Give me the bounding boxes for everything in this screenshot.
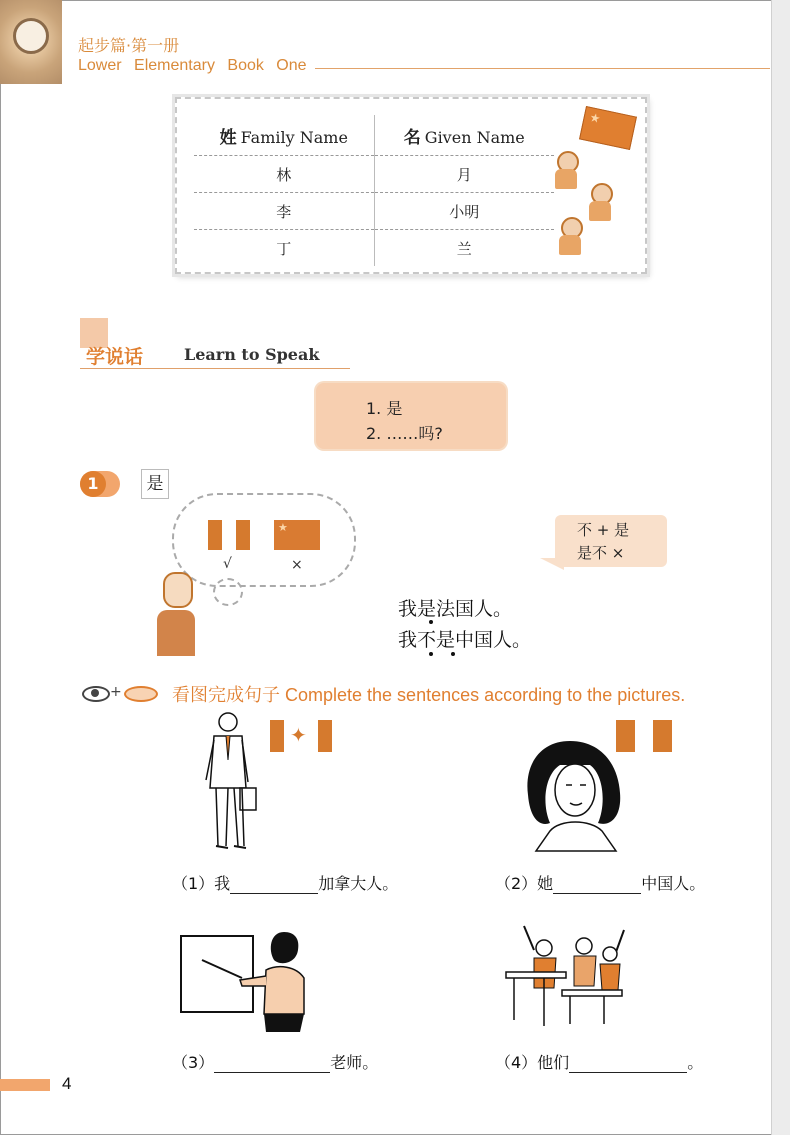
emphasis-dot [451, 652, 455, 656]
key-points-box [316, 383, 506, 449]
exercise-title: 看图完成句子 Complete the sentences according to the pictures. [172, 685, 686, 705]
answer-blank[interactable] [230, 877, 318, 894]
example-sentence: 我是法国人。 [398, 598, 513, 620]
answer-blank[interactable] [214, 1056, 330, 1073]
plus-icon: + [110, 684, 122, 700]
corner-clock-photo [0, 0, 62, 84]
family-cell: 李 [194, 193, 374, 230]
family-name-header: 姓 Family Name [194, 115, 374, 156]
france-flag-icon [208, 520, 250, 550]
page-number-tab [0, 1079, 50, 1091]
woman-illustration [520, 735, 630, 853]
section-title-en: Learn to Speak [184, 345, 320, 364]
check-mark: √ [223, 556, 232, 572]
key-point: 2. ……吗? [366, 424, 443, 443]
rule-box-tail [540, 558, 564, 570]
canada-flag-icon [270, 720, 332, 752]
thought-bubble [172, 493, 356, 587]
header-rule [315, 68, 770, 69]
exercise-sentence-4: （4）他们 。 [495, 1053, 704, 1072]
exercise-sentence-1: （1）我 加拿大人。 [172, 874, 399, 893]
france-flag-icon [616, 720, 672, 752]
key-point: 1. 是 [366, 399, 403, 418]
name-table-card [175, 97, 647, 274]
students-illustration [504, 920, 634, 1030]
emphasis-dot [429, 652, 433, 656]
family-cell: 丁 [194, 230, 374, 267]
section-title-cn: 学说话 [86, 346, 144, 368]
answer-blank[interactable] [553, 877, 641, 894]
series-title-cn: 起步篇·第一册 [78, 36, 180, 55]
family-cell: 林 [194, 156, 374, 193]
man-figure-icon [157, 572, 197, 656]
eye-icon [82, 686, 110, 702]
china-flag-icon [274, 520, 320, 550]
exercise-sentence-2: （2）她 中国人。 [495, 874, 706, 893]
given-cell: 小明 [374, 193, 554, 230]
given-cell: 月 [374, 156, 554, 193]
table-row [194, 193, 554, 230]
mouth-icon [124, 686, 158, 702]
teacher-illustration [200, 928, 315, 1034]
grammar-rule-box [555, 515, 667, 567]
point-number-badge: 1 [80, 471, 120, 497]
businessman-illustration [200, 710, 260, 852]
example-sentence: 我不是中国人。 [398, 629, 532, 651]
series-title-en: Lower Elementary Book One [78, 57, 307, 74]
rule-line: 不 + 是 [577, 521, 630, 539]
exercise-sentence-3: （3） 老师。 [172, 1053, 379, 1072]
given-cell: 兰 [374, 230, 554, 267]
boy-figure-icon [587, 183, 613, 221]
page-number: 4 [62, 1074, 72, 1093]
given-name-header: 名 Given Name [403, 127, 525, 148]
girl-figure-icon [553, 151, 579, 189]
point-word: 是 [141, 469, 169, 499]
emphasis-dot [429, 620, 433, 624]
answer-blank[interactable] [569, 1056, 687, 1073]
maple-leaf-icon: ✦ [290, 723, 307, 747]
table-row [194, 230, 554, 267]
china-flag-icon [579, 106, 637, 150]
girl-figure-icon [557, 217, 583, 255]
thought-bubble-tail [213, 578, 243, 606]
rule-line: 是不 × [577, 544, 625, 562]
cross-mark: × [291, 557, 303, 573]
name-table [194, 115, 554, 266]
page-edge [771, 0, 790, 1135]
table-row [194, 156, 554, 193]
section-rule [80, 368, 350, 369]
